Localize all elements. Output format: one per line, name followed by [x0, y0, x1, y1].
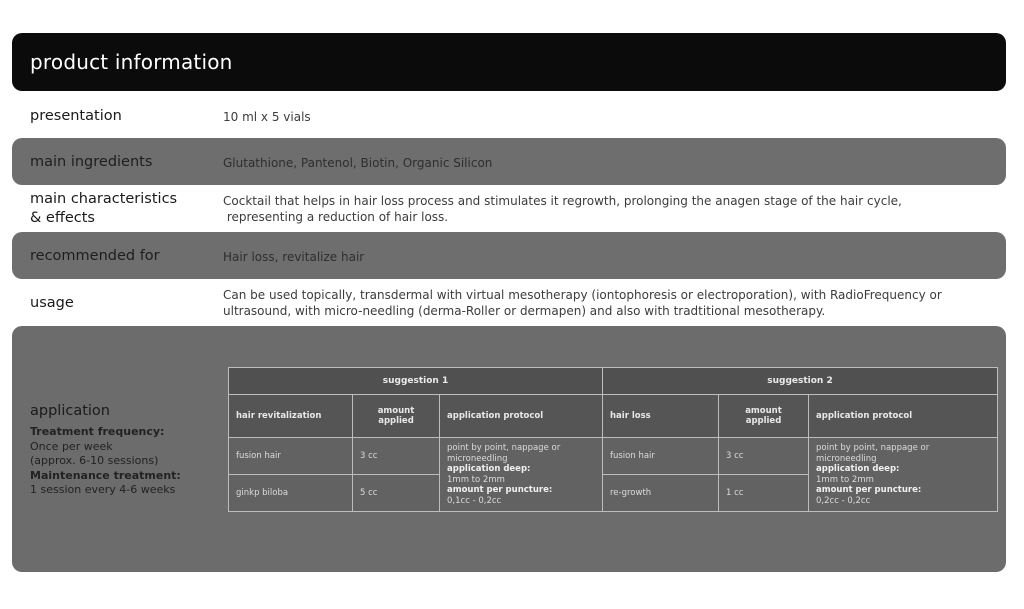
protocol-cell-1	[440, 438, 603, 512]
application-notes	[30, 425, 181, 498]
protocol-deep-value: 1mm to 2mm	[447, 474, 505, 485]
row-characteristics	[12, 187, 1006, 231]
row-value: Glutathione, Pantenol, Biotin, Organic Silicon	[223, 156, 493, 170]
row-main-ingredients	[12, 138, 1006, 185]
protocol-amount-label: amount per puncture:	[447, 485, 553, 495]
header-bar	[12, 33, 1006, 91]
maintenance-line: 1 session every 4-6 weeks	[30, 483, 176, 496]
column-header: application protocol	[809, 395, 998, 438]
application-label: application	[30, 403, 110, 419]
table-cell: 1 cc	[719, 475, 809, 512]
treatment-frequency-line: Once per week	[30, 439, 113, 453]
maintenance-title: Maintenance treatment:	[30, 468, 181, 482]
protocol-text: point by point, nappage or microneedling	[447, 443, 561, 464]
protocol-amount-value: 0,1cc - 0,2cc	[447, 495, 502, 506]
row-value: Hair loss, revitalize hair	[223, 250, 365, 264]
protocol-amount-label: amount per puncture:	[816, 485, 922, 495]
protocol-text: point by point, nappage or microneedling	[816, 443, 930, 464]
row-value: Cocktail that helps in hair loss process and stimulates it regrowth, prolonging the anagen stage of the hair cycle, representing a reduction of hair loss.	[223, 194, 902, 224]
protocol-deep-label: application deep:	[447, 464, 531, 474]
row-label: presentation	[30, 108, 122, 124]
application-panel	[12, 326, 1006, 572]
table-cell: 5 cc	[353, 475, 440, 512]
treatment-frequency-title: Treatment frequency:	[30, 425, 165, 438]
row-recommended-for	[12, 232, 1006, 279]
row-label: usage	[30, 295, 74, 311]
table-cell: fusion hair	[229, 438, 353, 475]
table-cell: ginkp biloba	[229, 475, 353, 512]
table-cell: 3 cc	[353, 438, 440, 475]
column-header: hair revitalization	[229, 395, 353, 438]
row-usage	[12, 282, 1006, 324]
row-label: main ingredients	[30, 154, 153, 170]
suggestion-2-header: suggestion 2	[603, 368, 998, 395]
table-row	[229, 438, 998, 475]
protocol-deep-label: application deep:	[816, 464, 900, 474]
row-label: main characteristics & effects	[30, 191, 178, 226]
table-cell: fusion hair	[603, 438, 719, 475]
suggestion-1-header: suggestion 1	[229, 368, 603, 395]
protocol-deep-value: 1mm to 2mm	[816, 474, 874, 485]
row-value: Can be used topically, transdermal with virtual mesotherapy (iontophoresis or electroporation), with RadioFrequency or ultrasound, with micro-needling (derma-Roller or dermapen) and also with tradtitional mesotherapy.	[223, 288, 942, 318]
column-header: amount applied	[353, 395, 440, 438]
column-header: hair loss	[603, 395, 719, 438]
row-presentation	[12, 96, 1006, 136]
row-label: recommended for	[30, 248, 160, 264]
column-header: amount applied	[719, 395, 809, 438]
column-header: application protocol	[440, 395, 603, 438]
protocol-amount-value: 0,2cc - 0,2cc	[816, 495, 871, 506]
treatment-frequency-line: (approx. 6-10 sessions)	[30, 454, 159, 467]
row-value: 10 ml x 5 vials	[223, 110, 311, 124]
page-title: product information	[30, 50, 233, 74]
suggestions-table	[228, 367, 998, 512]
table-cell: 3 cc	[719, 438, 809, 475]
table-cell: re-growth	[603, 475, 719, 512]
protocol-cell-2	[809, 438, 998, 512]
